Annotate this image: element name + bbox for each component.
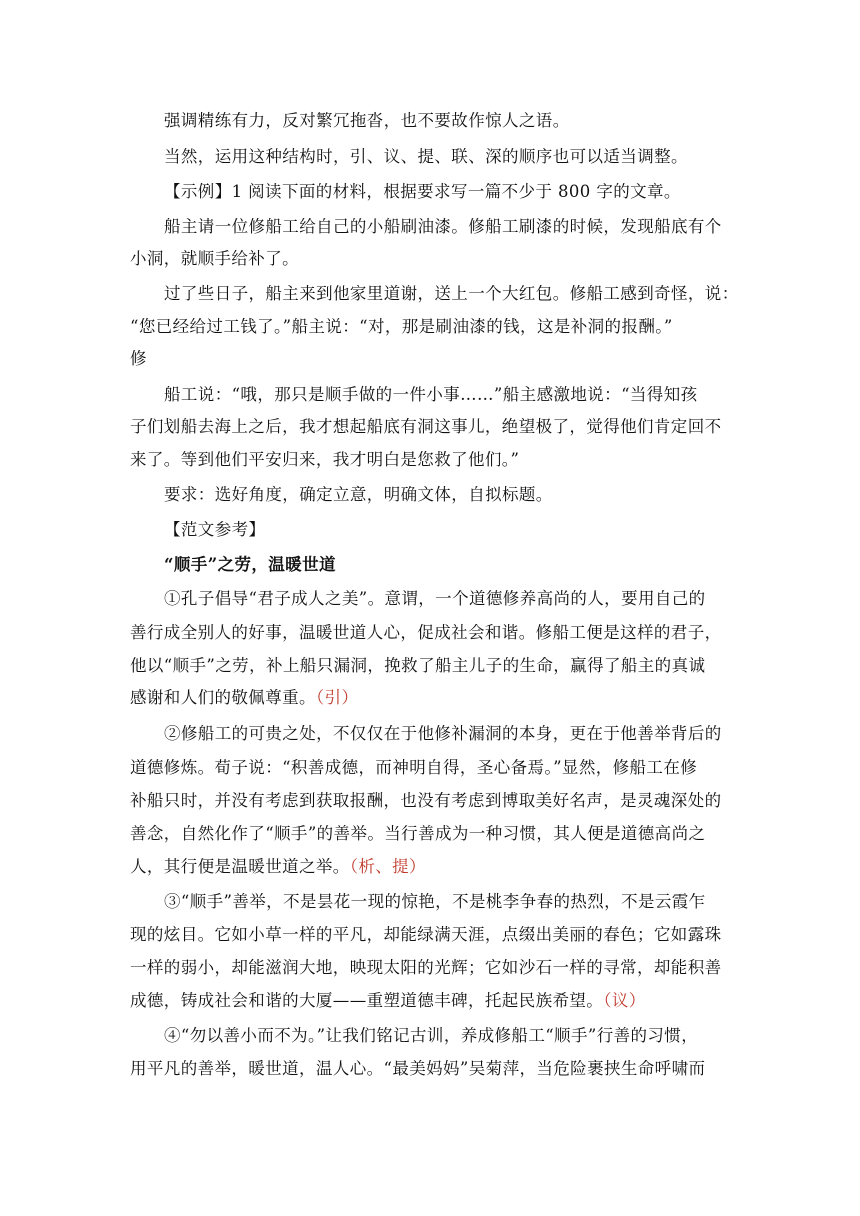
text-line: ④“勿以善小而不为。”让我们铭记古训，养成修船工“顺手”行善的习惯， bbox=[164, 1026, 699, 1045]
text-line: 过了些日子，船主来到他家里道谢，送上一个大红包。修船工感到奇怪，说： bbox=[164, 284, 739, 303]
text-line: 小洞，就顺手给补了。 bbox=[130, 249, 299, 268]
text-line: 善念，自然化作了“顺手”的善举。当行善成为一种习惯，其人便是道德高尚之 bbox=[130, 824, 706, 843]
text-line: “您已经给过工钱了。”船主说：“对，那是刷油漆的钱，这是补洞的报酬。” bbox=[130, 317, 673, 336]
text-line: ①孔子倡导“君子成人之美”。意谓，一个道德修养高尚的人，要用自己的 bbox=[164, 589, 706, 608]
text-line: 【示例】1 阅读下面的材料，根据要求写一篇不少于 800 字的文章。 bbox=[164, 182, 681, 201]
text-segment: 人，其行便是温暖世道之举。 bbox=[130, 857, 350, 876]
text-line: ③“顺手”善举，不是昙花一现的惊艳，不是桃李争春的热烈，不是云霞乍 bbox=[164, 892, 706, 911]
text-line bbox=[130, 989, 730, 1013]
text-line: 修 bbox=[130, 349, 147, 368]
text-line bbox=[130, 686, 730, 710]
text-line: 一样的弱小，却能滋润大地，映现太阳的光辉；它如沙石一样的寻常，却能积善 bbox=[130, 958, 722, 977]
essay-title: “顺手”之劳，温暖世道 bbox=[164, 555, 336, 574]
text-line: 补船只时，并没有考虑到获取报酬，也没有考虑到博取美好名声，是灵魂深处的 bbox=[130, 791, 722, 810]
text-line: 现的炫目。它如小草一样的平凡，却能绿满天涯，点缀出美丽的春色；它如露珠 bbox=[130, 925, 722, 944]
text-segment: 感谢和人们的敬佩尊重。 bbox=[130, 688, 316, 707]
text-line: 用平凡的善举，暖世道，温人心。“最美妈妈”吴菊萍，当危险裹挟生命呼啸而 bbox=[130, 1059, 706, 1078]
text-line: 强调精练有力，反对繁冗拖沓，也不要故作惊人之语。 bbox=[164, 111, 570, 130]
text-line: 当然，运用这种结构时，引、议、提、联、深的顺序也可以适当调整。 bbox=[164, 147, 688, 166]
annotation-xi-ti: （析、提） bbox=[349, 857, 426, 876]
section-label: 【范文参考】 bbox=[164, 520, 266, 539]
annotation-yi: （议） bbox=[603, 991, 646, 1010]
text-line: 船工说：“哦，那只是顺手做的一件小事……”船主感激地说：“当得知孩 bbox=[164, 385, 698, 404]
text-line: 来了。等到他们平安归来，我才明白是您救了他们。” bbox=[130, 450, 520, 469]
text-segment: 成德，铸成社会和谐的大厦——重塑道德丰碑，托起民族希望。 bbox=[130, 991, 604, 1010]
text-line: 善行成全别人的好事，温暖世道人心，促成社会和谐。修船工便是这样的君子， bbox=[130, 623, 722, 642]
text-line: 要求：选好角度，确定立意，明确文体，自拟标题。 bbox=[164, 485, 553, 504]
text-line: 道德修炼。荀子说：“积善成德，而神明自得，圣心备焉。”显然，修船工在修 bbox=[130, 758, 698, 777]
text-line: 船主请一位修船工给自己的小船刷油漆。修船工刷漆的时候，发现船底有个 bbox=[164, 217, 722, 236]
text-line: 子们划船去海上之后，我才想起船底有洞这事儿，绝望极了，觉得他们肯定回不 bbox=[130, 417, 722, 436]
text-line: ②修船工的可贵之处，不仅仅在于他修补漏洞的本身，更在于他善举背后的 bbox=[164, 724, 722, 743]
text-line: 他以“顺手”之劳，补上船只漏洞，挽救了船主儿子的生命，赢得了船主的真诚 bbox=[130, 656, 706, 675]
annotation-yin: （引） bbox=[315, 688, 359, 707]
text-line bbox=[130, 855, 730, 879]
